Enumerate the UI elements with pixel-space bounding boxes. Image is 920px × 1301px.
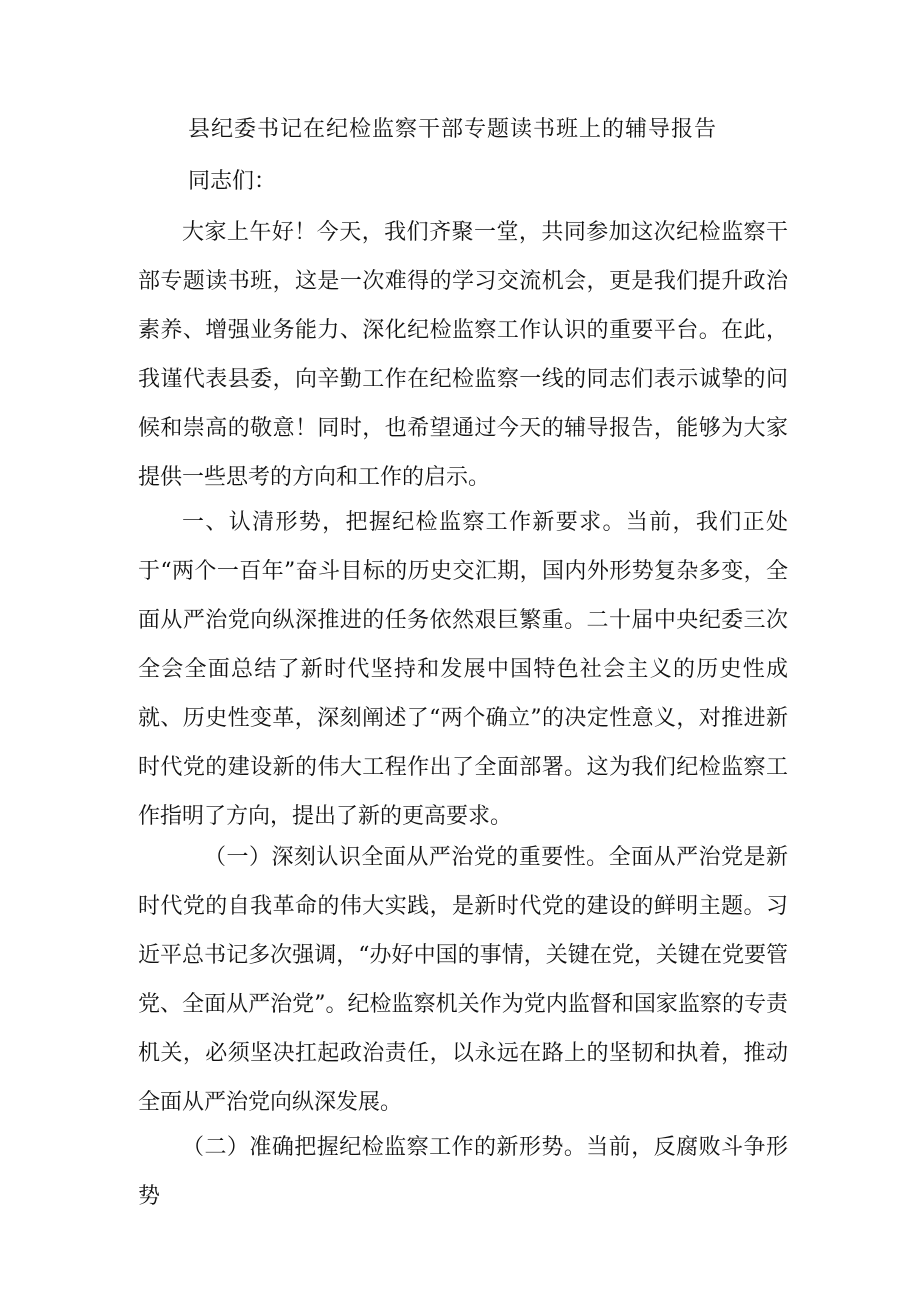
paragraph-subsection-one: （一）深刻认识全面从严治党的重要性。全面从严治党是新时代党的自我革命的伟大实践，是新时代党的建设的鲜明主题。习近平总书记多次强调，“办好中国的事情，关键在党，关键在党要管党、全面从严治党”。纪检监察机关作为党内监督和国家监察的专责机关，必须坚决扛起政治责任，以永远在路上的坚韧和执着，推动全面从严治党向纵深发展。	[138, 845, 788, 1115]
paragraph-subsection-two: （二）准确把握纪检监察工作的新形势。当前，反腐败斗争形势	[138, 1135, 788, 1209]
greeting: 同志们：	[188, 169, 277, 194]
document-title: 县纪委书记在纪检监察干部专题读书班上的辅导报告	[188, 117, 718, 142]
paragraph-opening: 大家上午好！今天，我们齐聚一堂，共同参加这次纪检监察干部专题读书班，这是一次难得的学习交流机会，更是我们提升政治素养、增强业务能力、深化纪检监察工作认识的重要平台。在此，我谨代表县委，向辛勤工作在纪检监察一线的同志们表示诚挚的问候和崇高的敬意！同时，也希望通过今天的辅导报告，能够为大家提供一些思考的方向和工作的启示。	[138, 220, 788, 490]
paragraph-section-one: 一、认清形势，把握纪检监察工作新要求。当前，我们正处于“两个一百年”奋斗目标的历史交汇期，国内外形势复杂多变，全面从严治党向纵深推进的任务依然艰巨繁重。二十届中央纪委三次全会全面总结了新时代坚持和发展中国特色社会主义的历史性成就、历史性变革，深刻阐述了“两个确立”的决定性意义，对推进新时代党的建设新的伟大工程作出了全面部署。这为我们纪检监察工作指明了方向，提出了新的更高要求。	[138, 510, 788, 829]
